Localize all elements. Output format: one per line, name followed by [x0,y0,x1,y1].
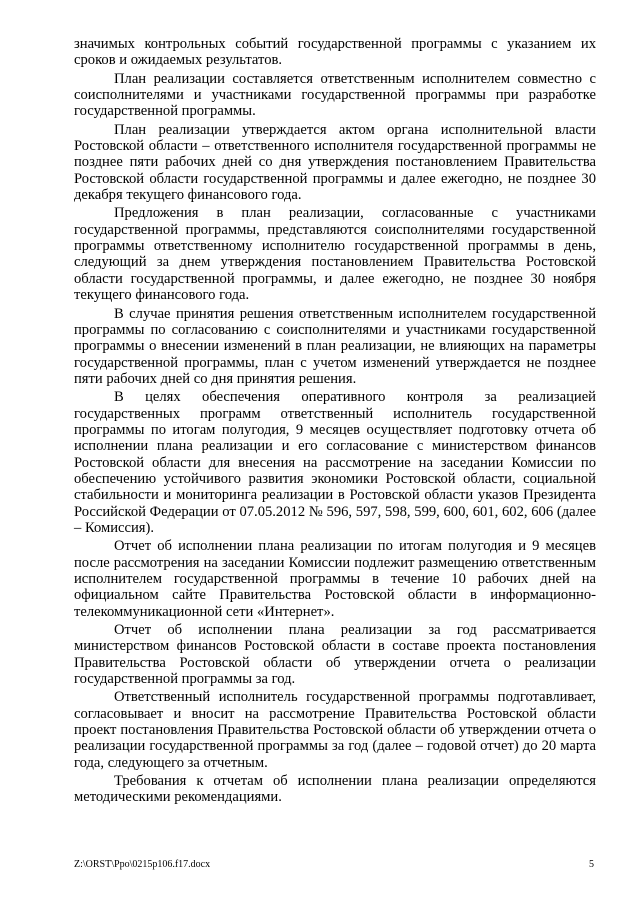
page-footer [74,858,594,872]
paragraph: План реализации утверждается актом органа исполнительной власти Ростовской области – ответственного исполнителя государственной программы не позднее пяти рабочих дней со дня утверждения постановлением Правительства Ростовской области государственной программы и далее ежегодно, не позднее 30 декабря текущего финансового года. [74,121,596,204]
paragraph: В случае принятия решения ответственным исполнителем государственной программы по согласованию с соисполнителями и участниками государственной программы о внесении изменений в план реализации, не влияющих на параметры государственной программы, план с учетом изменений утверждается не позднее пяти рабочих дней со дня принятия решения. [74,305,596,387]
paragraph: План реализации составляется ответственным исполнителем совместно с соисполнителями и участниками государственной программы при разработке государственной программы. [74,70,596,120]
paragraph: Требования к отчетам об исполнении плана реализации определяются методическими рекомендациями. [74,773,596,806]
paragraph: Предложения в план реализации, согласованные с участниками государственной программы, представляются соисполнителями государственной программы ответственному исполнителю государственной программы в день, следующий за днем утверждения постановлением Правительства Ростовской области государственной программы, и далее ежегодно, не позднее 30 ноября текущего финансового года. [74,205,596,304]
document-body [74,36,596,806]
paragraph: Отчет об исполнении плана реализации за год рассматривается министерством финансов Ростовской области в составе проекта постановления Правительства Ростовской области об утверждении отчета о реализации государственной программы за год. [74,622,596,688]
paragraph-continuation: значимых контрольных событий государственной программы с указанием их сроков и ожидаемых результатов. [74,36,596,69]
paragraph: Ответственный исполнитель государственной программы подготавливает, согласовывает и вносит на рассмотрение Правительства Ростовской области проект постановления Правительства Ростовской области об утверждении отчета о реализации государственной программы за год (далее – годовой отчет) до 20 марта года, следующего за отчетным. [74,689,596,771]
paragraph: Отчет об исполнении плана реализации по итогам полугодия и 9 месяцев после рассмотрения на заседании Комиссии подлежит размещению ответственным исполнителем государственной программы в течение 10 рабочих дней на официальном сайте Правительства Ростовской области в информационно-телекоммуникационной сети «Интернет». [74,538,596,620]
file-path: Z:\ORST\Ppo\0215p106.f17.docx [74,859,211,870]
paragraph: В целях обеспечения оперативного контроля за реализацией государственных программ ответственный исполнитель государственной программы по итогам полугодия, 9 месяцев осуществляет подготовку отчета об исполнении плана реализации и его согласование с министерством финансов Ростовской области для внесения на рассмотрение на заседании Комиссии по обеспечению устойчивого развития экономики Ростовской области, социальной стабильности и мониторинга реализации в Ростовской области указов Президента Российской Федерации от 07.05.2012 № 596, 597, 598, 599, 600, 601, 602, 606 (далее – Комиссия). [74,389,596,536]
page-number: 5 [589,859,594,870]
